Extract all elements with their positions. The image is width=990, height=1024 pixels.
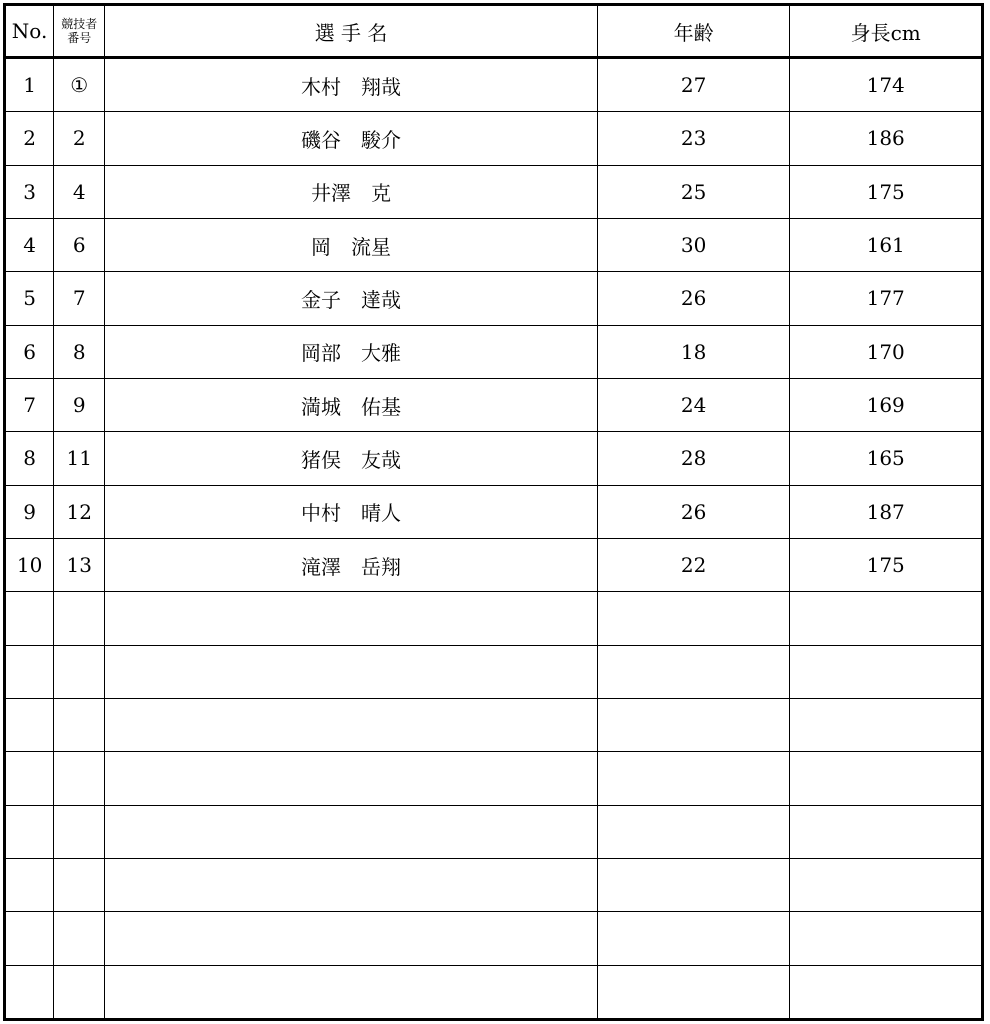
cell-no bbox=[5, 752, 54, 805]
cell-height: 161 bbox=[790, 218, 983, 271]
header-bib-number bbox=[54, 5, 105, 58]
cell-bib-number bbox=[54, 965, 105, 1019]
table-row bbox=[5, 432, 983, 485]
cell-age bbox=[597, 645, 790, 698]
cell-player-name bbox=[105, 912, 598, 965]
cell-age: 30 bbox=[597, 218, 790, 271]
table-row bbox=[5, 645, 983, 698]
cell-player-name: 滝澤 岳翔 bbox=[105, 538, 598, 591]
cell-age: 27 bbox=[597, 58, 790, 112]
cell-no bbox=[5, 912, 54, 965]
cell-age: 28 bbox=[597, 432, 790, 485]
cell-player-name: 岡部 大雅 bbox=[105, 325, 598, 378]
cell-height bbox=[790, 698, 983, 751]
cell-age bbox=[597, 752, 790, 805]
cell-bib-number bbox=[54, 645, 105, 698]
cell-bib-number: 2 bbox=[54, 112, 105, 165]
cell-player-name bbox=[105, 965, 598, 1019]
cell-no bbox=[5, 645, 54, 698]
cell-age: 22 bbox=[597, 538, 790, 591]
table-row bbox=[5, 378, 983, 431]
table-row bbox=[5, 58, 983, 112]
cell-age: 18 bbox=[597, 325, 790, 378]
cell-player-name bbox=[105, 858, 598, 911]
table-row bbox=[5, 965, 983, 1019]
cell-no: 9 bbox=[5, 485, 54, 538]
cell-height: 174 bbox=[790, 58, 983, 112]
table-row bbox=[5, 272, 983, 325]
cell-height bbox=[790, 592, 983, 645]
table-row bbox=[5, 112, 983, 165]
cell-player-name: 磯谷 駿介 bbox=[105, 112, 598, 165]
cell-no: 4 bbox=[5, 218, 54, 271]
cell-player-name: 金子 達哉 bbox=[105, 272, 598, 325]
header-age: 年齢 bbox=[597, 5, 790, 58]
cell-height: 177 bbox=[790, 272, 983, 325]
cell-bib-number: 4 bbox=[54, 165, 105, 218]
cell-no: 7 bbox=[5, 378, 54, 431]
cell-no: 3 bbox=[5, 165, 54, 218]
cell-player-name: 満城 佑基 bbox=[105, 378, 598, 431]
cell-bib-number: ① bbox=[54, 58, 105, 112]
cell-age: 25 bbox=[597, 165, 790, 218]
cell-no bbox=[5, 592, 54, 645]
cell-player-name: 猪俣 友哉 bbox=[105, 432, 598, 485]
cell-age: 26 bbox=[597, 485, 790, 538]
player-roster-table bbox=[3, 3, 984, 1021]
cell-no: 5 bbox=[5, 272, 54, 325]
cell-age bbox=[597, 805, 790, 858]
cell-height bbox=[790, 912, 983, 965]
cell-height: 165 bbox=[790, 432, 983, 485]
cell-player-name: 木村 翔哉 bbox=[105, 58, 598, 112]
cell-player-name bbox=[105, 752, 598, 805]
cell-bib-number bbox=[54, 592, 105, 645]
cell-height bbox=[790, 805, 983, 858]
cell-player-name bbox=[105, 592, 598, 645]
cell-height bbox=[790, 752, 983, 805]
cell-age bbox=[597, 912, 790, 965]
cell-player-name bbox=[105, 645, 598, 698]
cell-bib-number: 7 bbox=[54, 272, 105, 325]
cell-age bbox=[597, 858, 790, 911]
cell-bib-number: 13 bbox=[54, 538, 105, 591]
table-row bbox=[5, 485, 983, 538]
cell-height bbox=[790, 965, 983, 1019]
cell-player-name bbox=[105, 805, 598, 858]
cell-bib-number bbox=[54, 698, 105, 751]
cell-height: 175 bbox=[790, 538, 983, 591]
cell-no: 6 bbox=[5, 325, 54, 378]
cell-bib-number: 8 bbox=[54, 325, 105, 378]
cell-bib-number: 12 bbox=[54, 485, 105, 538]
cell-height bbox=[790, 645, 983, 698]
cell-height: 169 bbox=[790, 378, 983, 431]
table-row bbox=[5, 698, 983, 751]
cell-bib-number: 6 bbox=[54, 218, 105, 271]
cell-no: 8 bbox=[5, 432, 54, 485]
cell-no bbox=[5, 965, 54, 1019]
cell-bib-number: 9 bbox=[54, 378, 105, 431]
cell-height bbox=[790, 858, 983, 911]
table-row bbox=[5, 752, 983, 805]
cell-no bbox=[5, 805, 54, 858]
header-no: No. bbox=[5, 5, 54, 58]
cell-player-name bbox=[105, 698, 598, 751]
cell-no bbox=[5, 698, 54, 751]
cell-age: 26 bbox=[597, 272, 790, 325]
cell-height: 187 bbox=[790, 485, 983, 538]
header-player-name: 選 手 名 bbox=[105, 5, 598, 58]
cell-age bbox=[597, 965, 790, 1019]
table-row bbox=[5, 592, 983, 645]
table-row bbox=[5, 325, 983, 378]
cell-no: 2 bbox=[5, 112, 54, 165]
header-bib-line2: 番号 bbox=[67, 31, 92, 45]
cell-bib-number bbox=[54, 858, 105, 911]
cell-no: 1 bbox=[5, 58, 54, 112]
table-row bbox=[5, 912, 983, 965]
cell-no bbox=[5, 858, 54, 911]
table-row bbox=[5, 805, 983, 858]
table-row bbox=[5, 538, 983, 591]
cell-bib-number: 11 bbox=[54, 432, 105, 485]
cell-age: 24 bbox=[597, 378, 790, 431]
cell-no: 10 bbox=[5, 538, 54, 591]
cell-bib-number bbox=[54, 752, 105, 805]
cell-age: 23 bbox=[597, 112, 790, 165]
table-row bbox=[5, 218, 983, 271]
cell-height: 186 bbox=[790, 112, 983, 165]
header-height: 身長cm bbox=[790, 5, 983, 58]
table-row bbox=[5, 165, 983, 218]
cell-player-name: 中村 晴人 bbox=[105, 485, 598, 538]
cell-age bbox=[597, 698, 790, 751]
cell-height: 175 bbox=[790, 165, 983, 218]
header-row bbox=[5, 5, 983, 58]
cell-height: 170 bbox=[790, 325, 983, 378]
table-row bbox=[5, 858, 983, 911]
cell-bib-number bbox=[54, 805, 105, 858]
cell-bib-number bbox=[54, 912, 105, 965]
cell-player-name: 岡 流星 bbox=[105, 218, 598, 271]
cell-player-name: 井澤 克 bbox=[105, 165, 598, 218]
header-bib-line1: 競技者 bbox=[61, 17, 98, 31]
cell-age bbox=[597, 592, 790, 645]
